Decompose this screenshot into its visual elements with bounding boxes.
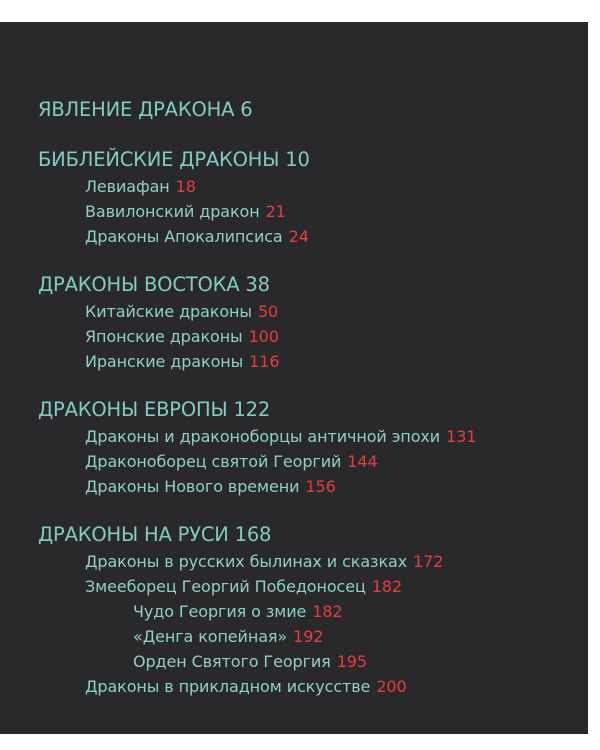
- item-page-number: 192: [293, 627, 324, 646]
- item-title: Змееборец Георгий Победоносец: [85, 577, 366, 596]
- toc-subitem-order-of-saint-george[interactable]: [133, 652, 367, 671]
- section-page-number: 122: [233, 398, 271, 421]
- item-page-number: 116: [249, 352, 280, 371]
- section-title: БИБЛЕЙСКИЕ ДРАКОНЫ: [38, 148, 280, 171]
- item-page-number: 24: [288, 227, 309, 246]
- item-title: «Денга копейная»: [133, 627, 288, 646]
- toc-item-apocalypse-dragons[interactable]: [85, 227, 309, 246]
- item-page-number: 182: [312, 602, 343, 621]
- toc-item-applied-art-dragons[interactable]: [85, 677, 407, 696]
- item-title: Драконы Нового времени: [85, 477, 300, 496]
- toc-section-rus-dragons[interactable]: [38, 523, 271, 546]
- item-title: Вавилонский дракон: [85, 202, 260, 221]
- item-title: Китайские драконы: [85, 302, 252, 321]
- item-title: Левиафан: [85, 177, 170, 196]
- toc-section-european-dragons[interactable]: [38, 398, 270, 421]
- toc-item-russian-bylinas[interactable]: [85, 552, 443, 571]
- section-page-number: 168: [234, 523, 272, 546]
- toc-item-leviathan[interactable]: [85, 177, 196, 196]
- item-page-number: 200: [376, 677, 407, 696]
- item-page-number: 131: [446, 427, 477, 446]
- item-page-number: 144: [347, 452, 378, 471]
- item-title: Орден Святого Георгия: [133, 652, 331, 671]
- toc-item-modern-era-dragons[interactable]: [85, 477, 336, 496]
- toc-section-biblical-dragons[interactable]: [38, 148, 310, 171]
- toc-subitem-denga-kopeynaya[interactable]: [133, 627, 323, 646]
- item-title: Японские драконы: [85, 327, 243, 346]
- item-title: Драконы в русских былинах и сказках: [85, 552, 408, 571]
- item-title: Драконы и драконоборцы античной эпохи: [85, 427, 441, 446]
- item-page-number: 21: [265, 202, 286, 221]
- item-page-number: 100: [248, 327, 279, 346]
- item-page-number: 156: [305, 477, 336, 496]
- toc-item-japanese-dragons[interactable]: [85, 327, 279, 346]
- section-title: ДРАКОНЫ ВОСТОКА: [38, 273, 240, 296]
- section-page-number: 38: [245, 273, 270, 296]
- section-page-number: 10: [285, 148, 310, 171]
- toc-item-saint-george-slayer[interactable]: [85, 452, 378, 471]
- section-title: ЯВЛЕНИЕ ДРАКОНА: [38, 98, 235, 121]
- toc-item-antique-dragon-slayers[interactable]: [85, 427, 476, 446]
- toc-item-babylonian-dragon[interactable]: [85, 202, 286, 221]
- item-page-number: 172: [413, 552, 444, 571]
- item-title: Драконоборец святой Георгий: [85, 452, 342, 471]
- item-title: Драконы в прикладном искусстве: [85, 677, 371, 696]
- section-title: ДРАКОНЫ ЕВРОПЫ: [38, 398, 228, 421]
- item-page-number: 50: [257, 302, 279, 321]
- toc-section-dragon-appearance[interactable]: [38, 98, 252, 121]
- item-title: Драконы Апокалипсиса: [85, 227, 283, 246]
- toc-item-chinese-dragons[interactable]: [85, 302, 278, 321]
- toc-item-george-victorious[interactable]: [85, 577, 402, 596]
- section-page-number: 6: [240, 98, 253, 121]
- item-page-number: 195: [336, 652, 367, 671]
- item-title: Иранские драконы: [85, 352, 244, 371]
- book-page: [0, 22, 588, 734]
- section-title: ДРАКОНЫ НА РУСИ: [38, 523, 229, 546]
- item-title: Чудо Георгия о змие: [133, 602, 307, 621]
- item-page-number: 182: [371, 577, 402, 596]
- toc-section-eastern-dragons[interactable]: [38, 273, 270, 296]
- toc-subitem-miracle-of-george[interactable]: [133, 602, 342, 621]
- toc-item-iranian-dragons[interactable]: [85, 352, 279, 371]
- item-page-number: 18: [175, 177, 196, 196]
